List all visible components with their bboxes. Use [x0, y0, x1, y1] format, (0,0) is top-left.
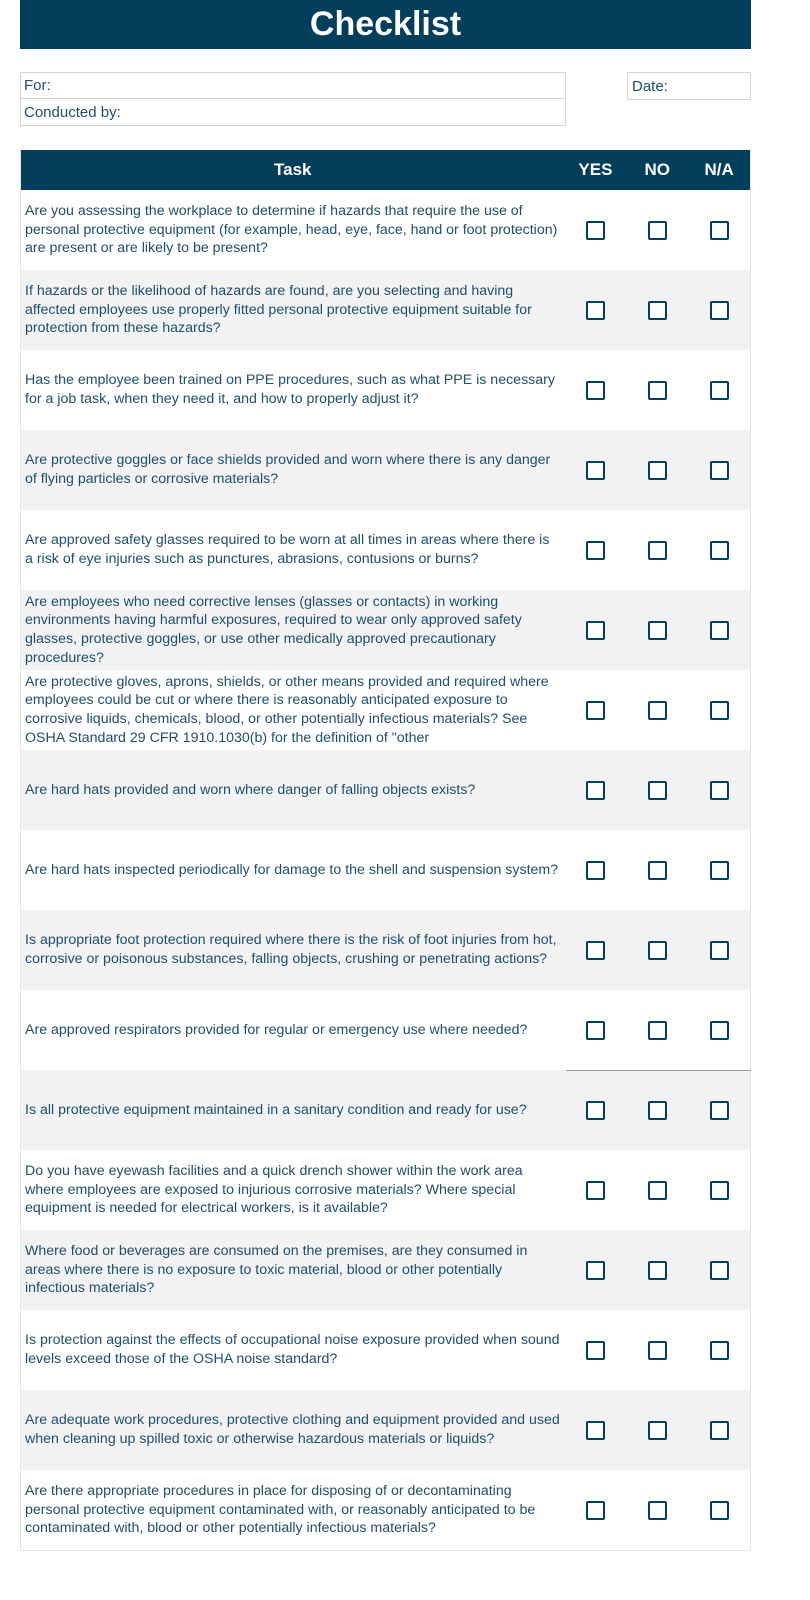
yes-checkbox[interactable] — [586, 701, 605, 720]
task-text: Are protective goggles or face shields provided and worn where there is any danger of flying particles or corrosive materials? — [25, 452, 551, 487]
yes-checkbox[interactable] — [586, 1181, 605, 1200]
no-cell — [626, 1421, 688, 1440]
na-cell — [688, 381, 750, 400]
na-cell — [688, 541, 750, 560]
table-row — [21, 1470, 750, 1550]
na-checkbox[interactable] — [710, 781, 729, 800]
task-text: Are you assessing the workplace to determine if hazards that require the use of personal protective equipment (for example, head, eye, face, hand or foot protection) are present or are likely to be present? — [25, 203, 558, 257]
yes-checkbox[interactable] — [586, 1021, 605, 1040]
yes-checkbox[interactable] — [586, 1261, 605, 1280]
na-checkbox[interactable] — [710, 1501, 729, 1520]
yes-checkbox[interactable] — [586, 1101, 605, 1120]
conducted-by-field[interactable] — [20, 98, 566, 126]
table-row — [21, 590, 750, 670]
page-title: Checklist — [20, 0, 751, 49]
no-cell — [626, 781, 688, 800]
yes-cell — [565, 461, 627, 480]
no-checkbox[interactable] — [648, 541, 667, 560]
yes-cell — [565, 701, 627, 720]
na-checkbox[interactable] — [710, 701, 729, 720]
table-body — [21, 190, 750, 1550]
table-row — [21, 990, 750, 1070]
task-text: Are protective gloves, aprons, shields, or other means provided and required where employees could be cut or where there is reasonably anticipated exposure to corrosive liquids, chemicals, blood, or other potentially infectious materials? See OSHA Standard 29 CFR 1910.1030(b) for the definition of "other — [25, 673, 549, 746]
task-text: Is all protective equipment maintained in a sanitary condition and ready for use? — [25, 1101, 527, 1118]
na-checkbox[interactable] — [710, 1181, 729, 1200]
yes-checkbox[interactable] — [586, 1421, 605, 1440]
no-cell — [626, 941, 688, 960]
task-text: Are hard hats provided and worn where danger of falling objects exists? — [25, 781, 476, 798]
na-checkbox[interactable] — [710, 301, 729, 320]
no-cell — [626, 461, 688, 480]
no-checkbox[interactable] — [648, 381, 667, 400]
na-cell — [688, 1421, 750, 1440]
table-row — [21, 670, 750, 750]
yes-checkbox[interactable] — [586, 381, 605, 400]
task-text: If hazards or the likelihood of hazards are found, are you selecting and having affected employees use properly fitted personal protective equipment suitable for protection from these hazards? — [25, 283, 532, 337]
table-row — [21, 430, 750, 510]
na-checkbox[interactable] — [710, 941, 729, 960]
no-checkbox[interactable] — [648, 461, 667, 480]
yes-checkbox[interactable] — [586, 461, 605, 480]
yes-checkbox[interactable] — [586, 221, 605, 240]
no-cell — [626, 1261, 688, 1280]
no-checkbox[interactable] — [648, 861, 667, 880]
na-cell — [688, 781, 750, 800]
na-checkbox[interactable] — [710, 541, 729, 560]
yes-checkbox[interactable] — [586, 541, 605, 560]
table-row — [21, 350, 750, 430]
task-text: Is appropriate foot protection required where there is the risk of foot injuries from hot, corrosive or poisonous substances, falling objects, crushing or penetrating actions? — [25, 932, 557, 967]
no-cell — [626, 1101, 688, 1120]
no-checkbox[interactable] — [648, 621, 667, 640]
table-row — [21, 270, 750, 350]
na-checkbox[interactable] — [710, 381, 729, 400]
na-cell — [688, 861, 750, 880]
task-text: Are employees who need corrective lenses (glasses or contacts) in working environments having harmful exposures, required to wear only approved safety glasses, protective goggles, or use other medically approved precautionary procedures? — [25, 593, 522, 666]
yes-checkbox[interactable] — [586, 1501, 605, 1520]
yes-cell — [565, 1261, 627, 1280]
na-checkbox[interactable] — [710, 1421, 729, 1440]
header-no: NO — [644, 160, 670, 179]
na-checkbox[interactable] — [710, 1021, 729, 1040]
yes-cell — [565, 1101, 627, 1120]
no-cell — [626, 701, 688, 720]
date-label: Date: — [632, 77, 668, 95]
na-cell — [688, 1341, 750, 1360]
no-cell — [626, 1341, 688, 1360]
task-text: Is protection against the effects of occupational noise exposure provided when sound levels exceed those of the OSHA noise standard? — [25, 1332, 560, 1367]
na-cell — [688, 621, 750, 640]
table-row — [21, 1230, 750, 1310]
na-cell — [688, 301, 750, 320]
task-text: Are there appropriate procedures in place for disposing of or decontaminating personal protective equipment contaminated with, or reasonably anticipated to be contaminated with, blood or other potentially infectious materials? — [25, 1483, 536, 1537]
table-row — [21, 1150, 750, 1230]
table-row — [21, 750, 750, 830]
yes-checkbox[interactable] — [586, 621, 605, 640]
na-cell — [688, 1501, 750, 1520]
yes-cell — [565, 941, 627, 960]
table-header — [21, 150, 750, 190]
no-checkbox[interactable] — [648, 1501, 667, 1520]
no-cell — [626, 621, 688, 640]
na-cell — [688, 701, 750, 720]
no-checkbox[interactable] — [648, 1421, 667, 1440]
task-text: Where food or beverages are consumed on the premises, are they consumed in areas where there is no exposure to toxic material, blood or other potentially infectious materials? — [25, 1243, 528, 1297]
table-row — [21, 1310, 750, 1390]
task-text: Do you have eyewash facilities and a quick drench shower within the work area where employees are exposed to injurious corrosive materials? Where special equipment is needed for electrical workers, is it available? — [25, 1163, 523, 1217]
date-field[interactable] — [627, 72, 751, 100]
yes-cell — [565, 621, 627, 640]
header-na: N/A — [704, 160, 734, 179]
na-checkbox[interactable] — [710, 861, 729, 880]
yes-cell — [565, 781, 627, 800]
yes-cell — [565, 861, 627, 880]
no-checkbox[interactable] — [648, 701, 667, 720]
no-checkbox[interactable] — [648, 221, 667, 240]
no-cell — [626, 1501, 688, 1520]
yes-checkbox[interactable] — [586, 301, 605, 320]
yes-cell — [565, 381, 627, 400]
no-checkbox[interactable] — [648, 1181, 667, 1200]
yes-checkbox[interactable] — [586, 1341, 605, 1360]
for-label: For: — [24, 77, 51, 94]
yes-cell — [565, 1181, 627, 1200]
no-cell — [626, 541, 688, 560]
yes-checkbox[interactable] — [586, 861, 605, 880]
na-cell — [688, 1021, 750, 1040]
na-checkbox[interactable] — [710, 1261, 729, 1280]
for-field[interactable] — [20, 72, 566, 99]
yes-cell — [565, 1501, 627, 1520]
task-text: Are hard hats inspected periodically for damage to the shell and suspension system? — [25, 861, 559, 878]
header-task: Task — [274, 160, 312, 179]
yes-cell — [565, 1341, 627, 1360]
no-cell — [626, 301, 688, 320]
na-checkbox[interactable] — [710, 221, 729, 240]
table-row — [21, 190, 750, 270]
checklist-table — [20, 150, 751, 1551]
table-row — [21, 910, 750, 990]
na-cell — [688, 461, 750, 480]
na-cell — [688, 1181, 750, 1200]
no-checkbox[interactable] — [648, 1101, 667, 1120]
header-yes: YES — [578, 160, 613, 179]
yes-cell — [565, 221, 627, 240]
table-row — [21, 1070, 750, 1150]
no-checkbox[interactable] — [648, 301, 667, 320]
na-checkbox[interactable] — [710, 1341, 729, 1360]
na-checkbox[interactable] — [710, 1101, 729, 1120]
yes-cell — [565, 1421, 627, 1440]
no-checkbox[interactable] — [648, 1261, 667, 1280]
task-text: Are approved respirators provided for regular or emergency use where needed? — [25, 1021, 528, 1038]
na-cell — [688, 1101, 750, 1120]
yes-cell — [565, 541, 627, 560]
yes-checkbox[interactable] — [586, 781, 605, 800]
na-checkbox[interactable] — [710, 621, 729, 640]
no-checkbox[interactable] — [648, 941, 667, 960]
table-row — [21, 830, 750, 910]
task-text: Are adequate work procedures, protective clothing and equipment provided and used when cleaning up spilled toxic or otherwise hazardous materials or liquids? — [25, 1412, 560, 1447]
yes-cell — [565, 1021, 627, 1040]
yes-checkbox[interactable] — [586, 941, 605, 960]
conducted-by-label: Conducted by: — [24, 103, 121, 121]
table-row — [21, 1390, 750, 1470]
no-checkbox[interactable] — [648, 1341, 667, 1360]
no-checkbox[interactable] — [648, 1021, 667, 1040]
na-cell — [688, 221, 750, 240]
na-cell — [688, 941, 750, 960]
na-checkbox[interactable] — [710, 461, 729, 480]
no-cell — [626, 1021, 688, 1040]
no-cell — [626, 861, 688, 880]
yes-cell — [565, 301, 627, 320]
task-text: Are approved safety glasses required to be worn at all times in areas where there is a risk of eye injuries such as punctures, abrasions, contusions or burns? — [25, 532, 550, 567]
task-text: Has the employee been trained on PPE procedures, such as what PPE is necessary for a job task, when they need it, and how to properly adjust it? — [25, 372, 555, 407]
na-cell — [688, 1261, 750, 1280]
no-cell — [626, 381, 688, 400]
table-row — [21, 510, 750, 590]
no-cell — [626, 221, 688, 240]
no-cell — [626, 1181, 688, 1200]
no-checkbox[interactable] — [648, 781, 667, 800]
